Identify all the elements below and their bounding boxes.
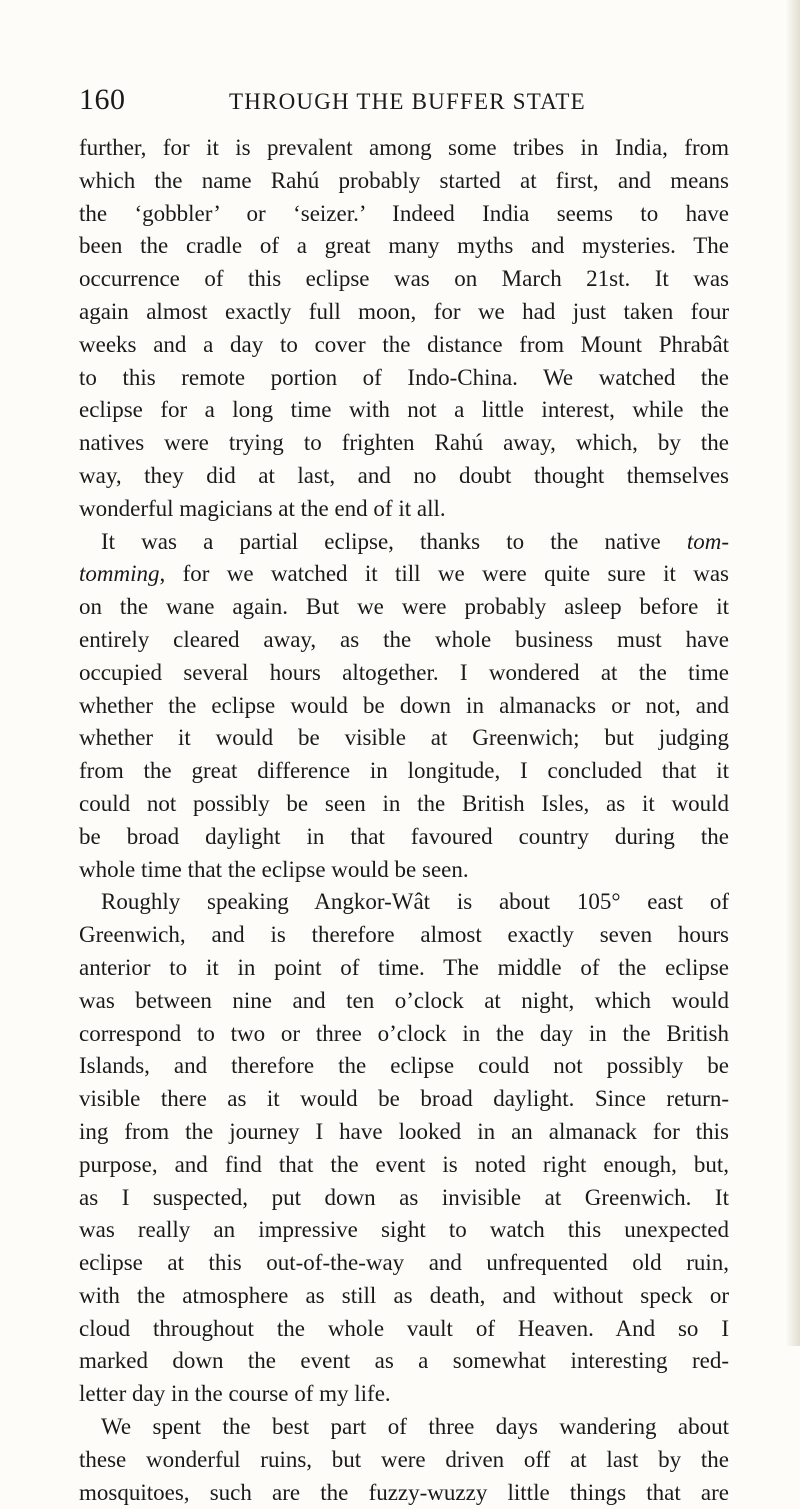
text-line: with the atmosphere as still as death, and without speck or xyxy=(79,1282,729,1308)
text-line: entirely cleared away, as the whole business must have xyxy=(79,626,729,652)
page-header xyxy=(79,82,729,118)
text-line: tomming, for we watched it till we were quite sure it was xyxy=(79,561,729,587)
text-line: It was a partial eclipse, thanks to the native tom- xyxy=(101,528,729,554)
text-line: to this remote portion of Indo-China. We watched the xyxy=(79,364,729,390)
text-line: marked down the event as a somewhat interesting red- xyxy=(79,1348,729,1374)
text-line: again almost exactly full moon, for we had just taken four xyxy=(79,298,729,324)
text-line: occurrence of this eclipse was on March 21st. It was xyxy=(79,266,729,292)
text-line: natives were trying to frighten Rahú away, which, by the xyxy=(79,430,729,456)
text-line: anterior to it in point of time. The middle of the eclipse xyxy=(79,954,729,980)
text-line: could not possibly be seen in the British Isles, as it would xyxy=(79,790,729,816)
text-line: whole time that the eclipse would be seen. xyxy=(79,856,469,882)
text-line: We spent the best part of three days wandering about xyxy=(101,1414,729,1440)
text-line: further, for it is prevalent among some tribes in India, from xyxy=(79,135,729,160)
text-line: eclipse for a long time with not a little interest, while the xyxy=(79,397,729,423)
running-head: THROUGH THE BUFFER STATE xyxy=(229,89,586,114)
text-line: the ‘gobbler’ or ‘seizer.’ Indeed India seems to have xyxy=(79,200,729,226)
text-line: wonderful magicians at the end of it all. xyxy=(79,495,446,521)
text-line: on the wane again. But we were probably asleep before it xyxy=(79,594,729,620)
text-line: as I suspected, put down as invisible at Greenwich. It xyxy=(79,1184,729,1210)
text-line: whether it would be visible at Greenwich; but judging xyxy=(79,725,729,751)
text-line: was between nine and ten o’clock at night, which would xyxy=(79,987,729,1013)
text-line: mosquitoes, such are the fuzzy-wuzzy little things that are xyxy=(79,1479,729,1505)
page-edge-shadow xyxy=(786,0,800,1346)
text-line: Islands, and therefore the eclipse could not possibly be xyxy=(79,1053,729,1079)
text-line: been the cradle of a great many myths and mysteries. The xyxy=(79,233,729,259)
text-line: occupied several hours altogether. I wondered at the time xyxy=(79,659,729,685)
text-line: eclipse at this out-of-the-way and unfrequented old ruin, xyxy=(79,1250,729,1276)
text-line: Roughly speaking Angkor-Wât is about 105° east of xyxy=(101,889,729,915)
text-line: from the great difference in longitude, I concluded that it xyxy=(79,758,729,784)
text-line: cloud throughout the whole vault of Heaven. And so I xyxy=(79,1315,729,1341)
text-line: was really an impressive sight to watch this unexpected xyxy=(79,1217,729,1243)
text-line: correspond to two or three o’clock in the day in the British xyxy=(79,1020,729,1046)
text-line: be broad daylight in that favoured country during the xyxy=(79,823,729,849)
text-line: ing from the journey I have looked in an almanack for this xyxy=(79,1118,729,1144)
text-line: these wonderful ruins, but were driven off at last by the xyxy=(79,1446,729,1472)
text-line: way, they did at last, and no doubt thought themselves xyxy=(79,462,729,488)
text-line: visible there as it would be broad daylight. Since return- xyxy=(79,1086,729,1112)
text-line: which the name Rahú probably started at first, and means xyxy=(79,167,729,193)
text-line: whether the eclipse would be down in almanacks or not, and xyxy=(79,692,729,718)
body-text xyxy=(79,132,729,1509)
page-number: 160 xyxy=(79,83,126,116)
text-line: Greenwich, and is therefore almost exactly seven hours xyxy=(79,922,729,948)
text-line: purpose, and find that the event is noted right enough, but, xyxy=(79,1151,729,1177)
text-line: letter day in the course of my life. xyxy=(79,1381,391,1407)
text-line: weeks and a day to cover the distance from Mount Phrabât xyxy=(79,331,729,357)
